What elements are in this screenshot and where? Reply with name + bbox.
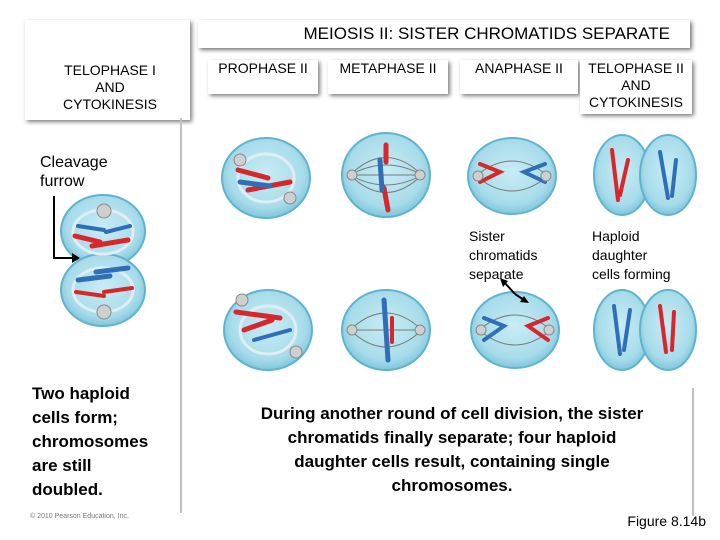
metaphase-2-cell-bottom (342, 290, 430, 370)
figure-label: Figure 8.14b (627, 513, 706, 529)
anaphase-2-cell-bottom (471, 292, 559, 368)
phase-label-anaphase-2: ANAPHASE II (460, 60, 578, 94)
phase-label-telophase-1: TELOPHASE I AND CYTOKINESIS (63, 62, 157, 112)
sister-chromatids-label: Sister chromatids separate (469, 228, 538, 282)
haploid-cells-label: Haploid daughter cells forming (592, 228, 671, 282)
cleavage-furrow-label: Cleavage furrow (40, 154, 108, 190)
left-caption: Two haploid cells form; chromosomes are still doubled. (32, 384, 149, 499)
phase-label-prophase-2: PROPHASE II (208, 60, 318, 94)
phase-label-telophase-2: TELOPHASE II AND CYTOKINESIS (580, 60, 692, 114)
telophase-2-cells-bottom (594, 290, 696, 370)
copyright-text: © 2010 Pearson Education, Inc. (30, 513, 129, 520)
prophase-2-cell-top (222, 138, 310, 218)
telophase-2-cells-top (594, 135, 696, 215)
page-title: MEIOSIS II: SISTER CHROMATIDS SEPARATE (303, 24, 670, 43)
anaphase-2-cell-top (468, 138, 556, 214)
metaphase-2-cell-top (342, 133, 430, 217)
phase-label-metaphase-2: METAPHASE II (328, 60, 448, 94)
prophase-2-cell-bottom (224, 290, 312, 370)
bottom-caption: During another round of cell division, the sister chromatids finally separate; four haploid daughter cells result, containing single chromosomes. (260, 404, 644, 495)
